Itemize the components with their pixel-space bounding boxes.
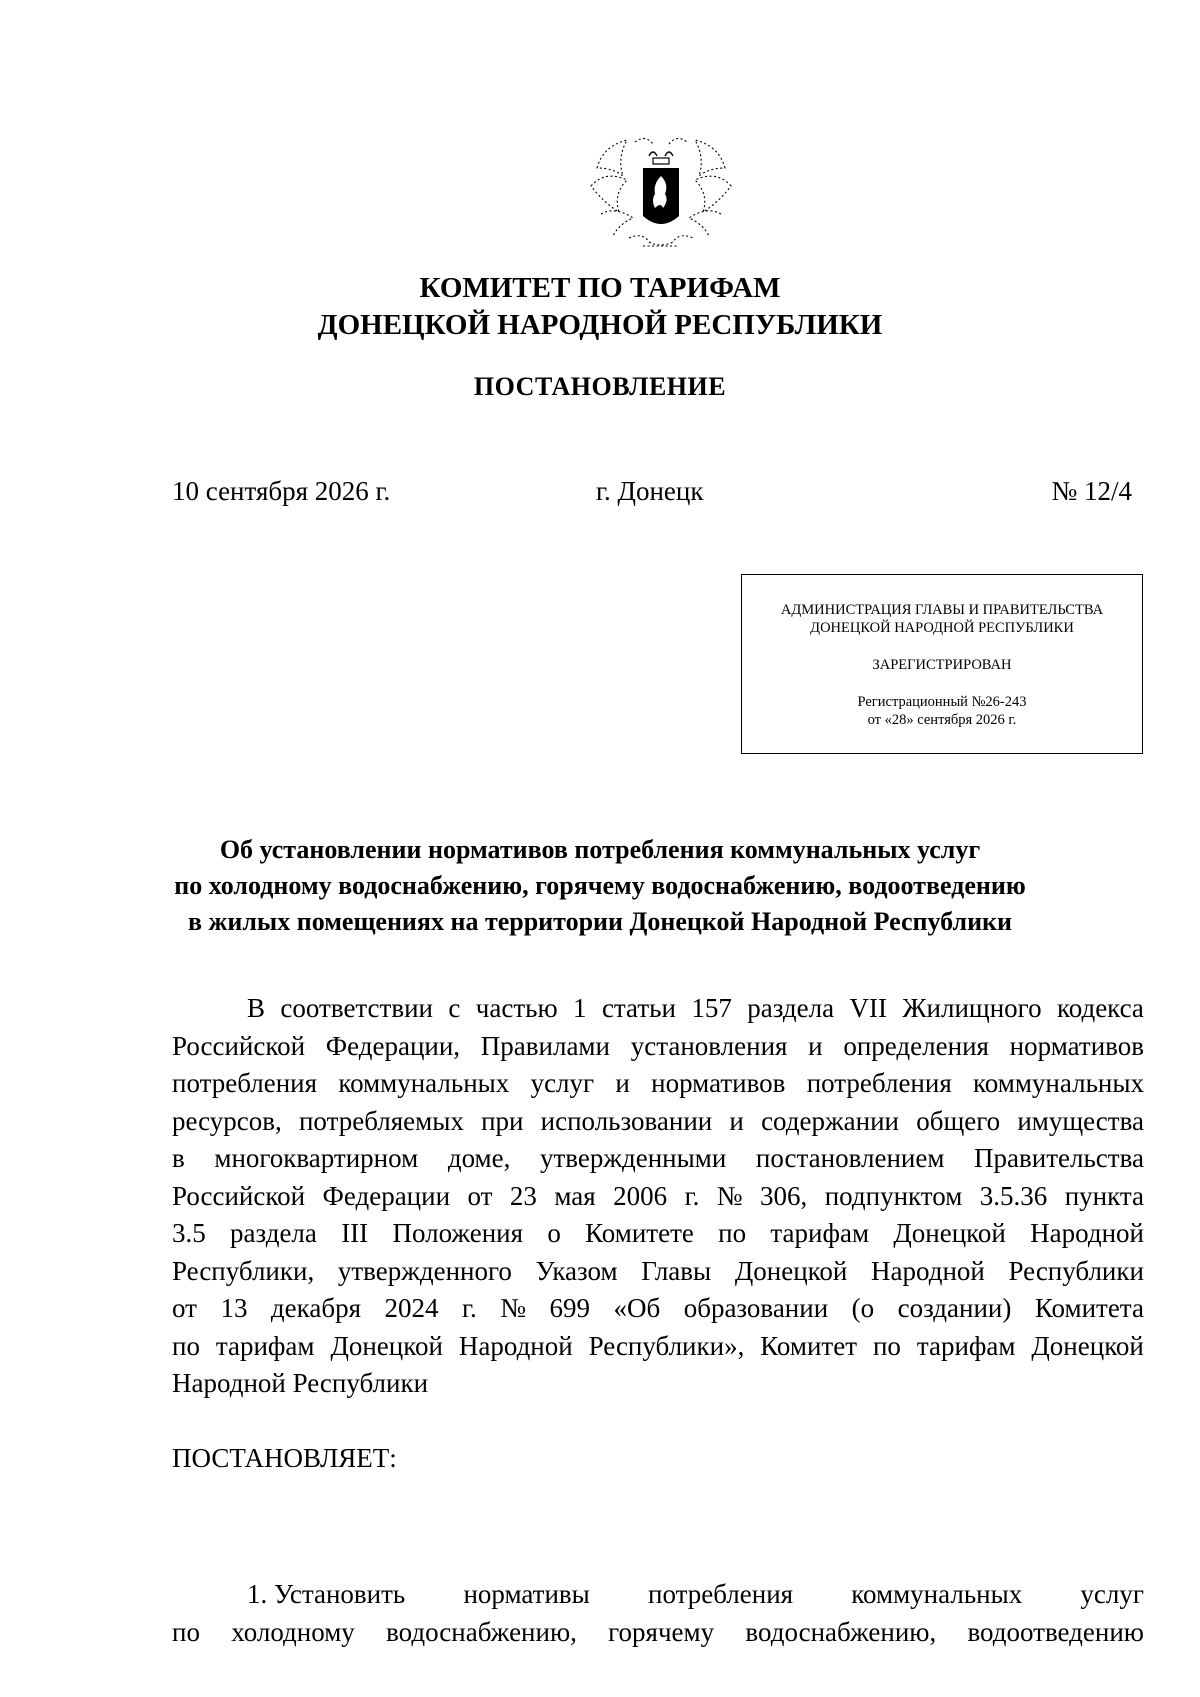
- text-word: постановлением: [755, 1143, 945, 1173]
- text-word: Народной: [458, 1330, 573, 1361]
- text-word: при: [481, 1105, 524, 1136]
- text-word: с: [448, 993, 461, 1023]
- text-word: 3.5.36: [979, 1180, 1048, 1211]
- text-word: пункта: [1064, 1180, 1144, 1211]
- text-word: III: [341, 1218, 369, 1248]
- text-word: определения: [843, 1030, 989, 1061]
- text-word: горячему: [608, 1616, 715, 1647]
- text-word: коммунальных: [338, 1068, 510, 1098]
- text-word: Республики»,: [588, 1330, 745, 1361]
- coat-of-arms-emblem: [583, 128, 739, 254]
- text-word: в: [172, 1143, 185, 1173]
- subject-line-3: в жилых помещениях на территории Донецкой Народной Республики: [187, 907, 1013, 936]
- text-word: 13: [220, 1293, 248, 1323]
- text-word: 306,: [760, 1180, 808, 1211]
- text-word: Положения: [392, 1218, 524, 1248]
- text-word: частью: [475, 993, 558, 1023]
- text-word: многоквартирном: [214, 1143, 419, 1173]
- text-word: Донецкой: [1031, 1330, 1144, 1361]
- text-word: доме,: [447, 1143, 511, 1173]
- document-number: № 12/4: [1051, 476, 1132, 506]
- text-word: В: [247, 993, 266, 1023]
- text-word: ресурсов,: [172, 1105, 282, 1136]
- text-word: нормативы: [463, 1579, 590, 1609]
- text-line: [172, 1065, 1144, 1103]
- text-word: утвержденными: [539, 1143, 727, 1173]
- text-line: [172, 1614, 1144, 1652]
- text-word: и: [615, 1068, 630, 1098]
- text-word: от: [172, 1293, 197, 1323]
- text-word: и: [729, 1105, 744, 1136]
- text-word: создании): [897, 1293, 1012, 1323]
- text-word: г.: [461, 1293, 477, 1323]
- preamble-paragraph: [172, 990, 1144, 1403]
- text-word: от: [467, 1180, 493, 1211]
- text-word: Республики,: [172, 1255, 315, 1286]
- text-word: кодекса: [1056, 993, 1144, 1023]
- registration-number: Регистрационный №26-243: [857, 694, 1027, 710]
- registration-org-line-1: АДМИНИСТРАЦИЯ ГЛАВЫ И ПРАВИТЕЛЬСТВА: [780, 602, 1104, 618]
- text-word: подпунктом: [824, 1180, 963, 1211]
- text-word: Федерации: [322, 1180, 451, 1211]
- text-word: Российской: [172, 1030, 306, 1061]
- text-word: 157: [691, 993, 732, 1023]
- text-word: Федерации,: [325, 1030, 461, 1061]
- text-word: Народной Республики: [172, 1368, 429, 1398]
- text-word: Народной: [1030, 1218, 1144, 1248]
- text-word: образовании: [683, 1293, 829, 1323]
- text-line: [172, 1253, 1144, 1291]
- text-word: использовании: [540, 1105, 713, 1136]
- text-word: потребления: [648, 1579, 794, 1609]
- text-word: мая: [554, 1180, 596, 1211]
- text-word: 23: [509, 1180, 537, 1211]
- text-word: потребляемых: [298, 1105, 464, 1136]
- subject-line-1: Об установлении нормативов потребления коммунальных услуг: [219, 835, 981, 864]
- text-word: Указом: [535, 1255, 618, 1286]
- clause-1-paragraph: [172, 1576, 1144, 1651]
- text-word: 1: [573, 993, 587, 1023]
- document-subject: [0, 832, 1200, 940]
- text-word: соответствии: [280, 993, 433, 1023]
- document-city: г. Донецк: [596, 476, 704, 506]
- coat-of-arms-eagle-icon: [583, 128, 739, 254]
- text-word: потребления: [172, 1068, 318, 1098]
- text-word: тарифам: [215, 1330, 315, 1361]
- text-word: имущества: [1017, 1105, 1144, 1136]
- text-word: 2006: [613, 1180, 668, 1211]
- text-word: г.: [684, 1180, 700, 1211]
- text-word: «Об: [613, 1293, 661, 1323]
- text-word: по: [172, 1330, 200, 1361]
- text-line: [172, 1576, 1144, 1614]
- text-word: водоотведению: [967, 1616, 1144, 1647]
- text-word: 699: [549, 1293, 590, 1323]
- text-word: раздела: [230, 1218, 317, 1248]
- text-word: содержании: [761, 1105, 899, 1136]
- text-word: Правительства: [974, 1143, 1144, 1173]
- text-word: Главы: [641, 1255, 712, 1286]
- text-word: по: [872, 1330, 901, 1361]
- registration-org-line-2: ДОНЕЦКОЙ НАРОДНОЙ РЕСПУБЛИКИ: [810, 620, 1074, 636]
- text-word: Донецкой: [734, 1255, 848, 1286]
- text-word: коммунальных: [851, 1579, 1023, 1609]
- text-line: [172, 1178, 1144, 1216]
- text-word: Донецкой: [330, 1330, 443, 1361]
- text-line: [172, 1140, 1144, 1178]
- text-word: тарифам: [916, 1330, 1016, 1361]
- subject-line-2: по холодному водоснабжению, горячему водоснабжению, водоотведению: [174, 871, 1026, 900]
- text-word: тарифам: [770, 1218, 870, 1248]
- text-word: Российской: [172, 1180, 306, 1211]
- text-word: декабря: [270, 1293, 361, 1323]
- text-word: нормативов: [1009, 1030, 1144, 1061]
- committee-name: [0, 270, 1200, 344]
- text-word: Жилищного: [902, 993, 1042, 1023]
- document-type: ПОСТАНОВЛЕНИЕ: [473, 372, 727, 401]
- registration-stamp: [741, 574, 1143, 754]
- text-word: водоснабжению,: [745, 1616, 937, 1647]
- text-word: по: [172, 1616, 200, 1647]
- text-word: услуг: [530, 1068, 595, 1098]
- text-word: Комитете: [585, 1218, 694, 1248]
- committee-line-2: ДОНЕЦКОЙ НАРОДНОЙ РЕСПУБЛИКИ: [317, 309, 883, 341]
- text-word: №: [716, 1180, 743, 1211]
- text-word: Правилами: [480, 1030, 610, 1061]
- text-word: Республики: [1008, 1255, 1144, 1286]
- text-word: общего: [916, 1105, 1001, 1136]
- text-word: нормативов: [651, 1068, 786, 1098]
- text-word: о: [547, 1218, 561, 1248]
- registration-status: ЗАРЕГИСТРИРОВАН: [872, 657, 1012, 673]
- text-line: [172, 1365, 1144, 1403]
- text-line: [172, 1028, 1144, 1066]
- text-word: потребления: [806, 1068, 952, 1098]
- text-word: установления: [630, 1030, 788, 1061]
- document-date: 10 сентября 2026 г.: [172, 476, 391, 506]
- text-word: VII: [849, 993, 887, 1023]
- text-word: 1. Установить: [247, 1579, 406, 1609]
- text-word: коммунальных: [973, 1068, 1144, 1098]
- text-word: Комитет: [760, 1330, 858, 1361]
- text-word: водоснабжению,: [386, 1616, 577, 1647]
- text-word: 3.5: [172, 1218, 206, 1248]
- text-line: [172, 1290, 1144, 1328]
- text-word: услуг: [1080, 1579, 1144, 1609]
- text-word: раздела: [747, 993, 835, 1023]
- committee-line-1: КОМИТЕТ ПО ТАРИФАМ: [419, 272, 781, 304]
- text-word: утвержденного: [337, 1255, 512, 1286]
- text-word: по: [718, 1218, 747, 1248]
- text-line: [172, 1215, 1144, 1253]
- text-word: Комитета: [1034, 1293, 1144, 1323]
- text-word: холодному: [231, 1616, 355, 1647]
- decree-heading: ПОСТАНОВЛЯЕТ:: [172, 1443, 397, 1473]
- registration-date: от «28» сентября 2026 г.: [867, 712, 1017, 728]
- text-word: (о: [851, 1293, 875, 1323]
- text-line: [172, 1328, 1144, 1366]
- text-word: 2024: [384, 1293, 439, 1323]
- text-word: статьи: [601, 993, 676, 1023]
- text-line: [172, 1103, 1144, 1141]
- text-word: Народной: [871, 1255, 985, 1286]
- text-word: №: [500, 1293, 526, 1323]
- text-word: Донецкой: [893, 1218, 1006, 1248]
- text-word: и: [808, 1030, 823, 1061]
- text-line: [172, 990, 1144, 1028]
